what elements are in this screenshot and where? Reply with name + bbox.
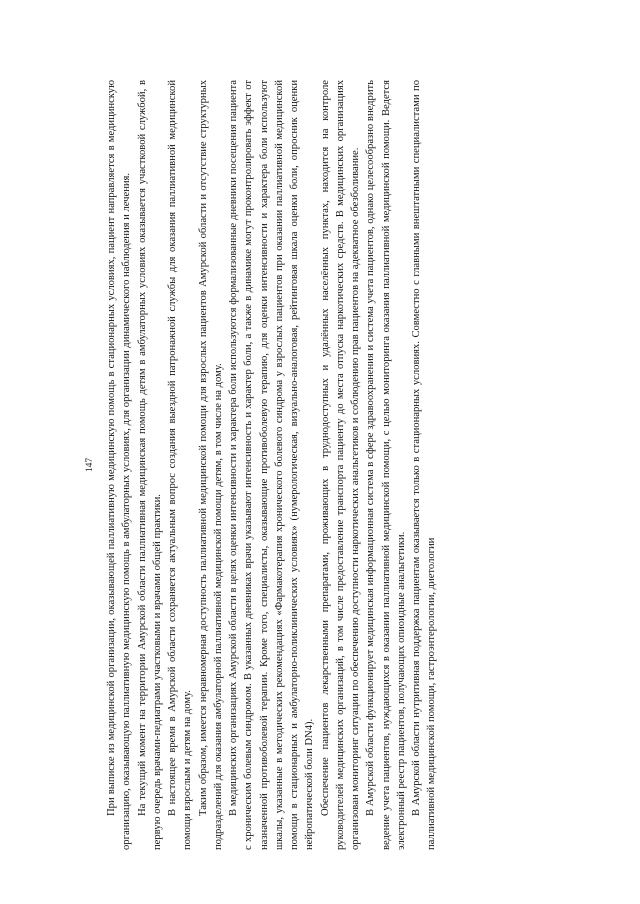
paragraph: Таким образом, имеется неравномерная доступность паллиативной медицинской помощи для взрослых пациентов Амурской области и отсутствие структурных подразделений для оказания амбулаторной паллиативной медицинской помощи детям, в том числе на дому. — [197, 80, 224, 850]
paragraph: Обеспечение пациентов лекарственными препаратами, проживающих в труднодоступных и удалённых населённых пунктах, находится на контроле руководителей медицинских организаций, в том числе предоставление транспорта пациенту до места отпуска наркотических средств. В медицинских организациях организован мониторинг ситуации по обеспечению доступности наркотических анальгетиков и соблюдению прав пациентов на адекватное обезболивание. — [319, 80, 361, 850]
paragraph: При выписке из медицинской организации, оказывающей паллиативную медицинскую помощь в стационарных условиях, пациент направляется в медицинскую организацию, оказывающую паллиативную медицинскую помощь в амбулаторных условиях, для организации динамического наблюдения и лечения. — [106, 80, 133, 850]
body-text — [104, 80, 440, 850]
paragraph: В настоящее время в Амурской области сохраняется актуальным вопрос создания выездной патронажной службы для оказания паллиативной медицинской помощи взрослым и детям на дому. — [167, 80, 194, 850]
page-number: 147 — [85, 457, 95, 473]
paragraph: В Амурской области нутритивная поддержка пациентам оказывается только в стационарных условиях. Совместно с главными внештатными специалистами по паллиативной медицинской помощи, гастроэнтерологии, диетологии — [411, 80, 438, 850]
paragraph: В медицинских организациях Амурской области в целях оценки интенсивности и характера боли используются формализованные дневники посещения пациента с хроническим болевым синдромом. В указанных дневниках врачи указывают интенсивность и характер боли, а также в динамике могут проконтролировать эффект от назначенной противоболевой терапии. Кроме того, специалисты, оказывающие противоболевую терапию, для оценки интенсивности и характера боли используют шкалы, указанные в методических рекомендациях «Фармакотерапия хронического болевого синдрома у взрослых пациентов при оказании паллиативной медицинской помощи в стационарных и амбулаторно-поликлинических условиях» (нумерологическая, визуально-аналоговая, рейтинговая шкала оценки боли, опросник оценки нейропатической боли DN4). — [228, 80, 316, 850]
paragraph: В Амурской области функционирует медицинская информационная система в сфере здравоохранения и система учета пациентов, однако целесообразно внедрить ведение учета пациентов, нуждающихся в оказании паллиативной медицинской помощи, с целью мониторинга оказания паллиативной медицинской помощи. Ведется электронный реестр пациентов, получающих опиоидные анальгетики. — [365, 80, 407, 850]
paragraph: На текущий момент на территории Амурской области паллиативная медицинская помощь детям в амбулаторных условиях оказывается участковой службой, в первую очередь врачами-педиатрами участковыми и врачами общей практики. — [136, 80, 163, 850]
rotated-content — [82, 80, 562, 850]
